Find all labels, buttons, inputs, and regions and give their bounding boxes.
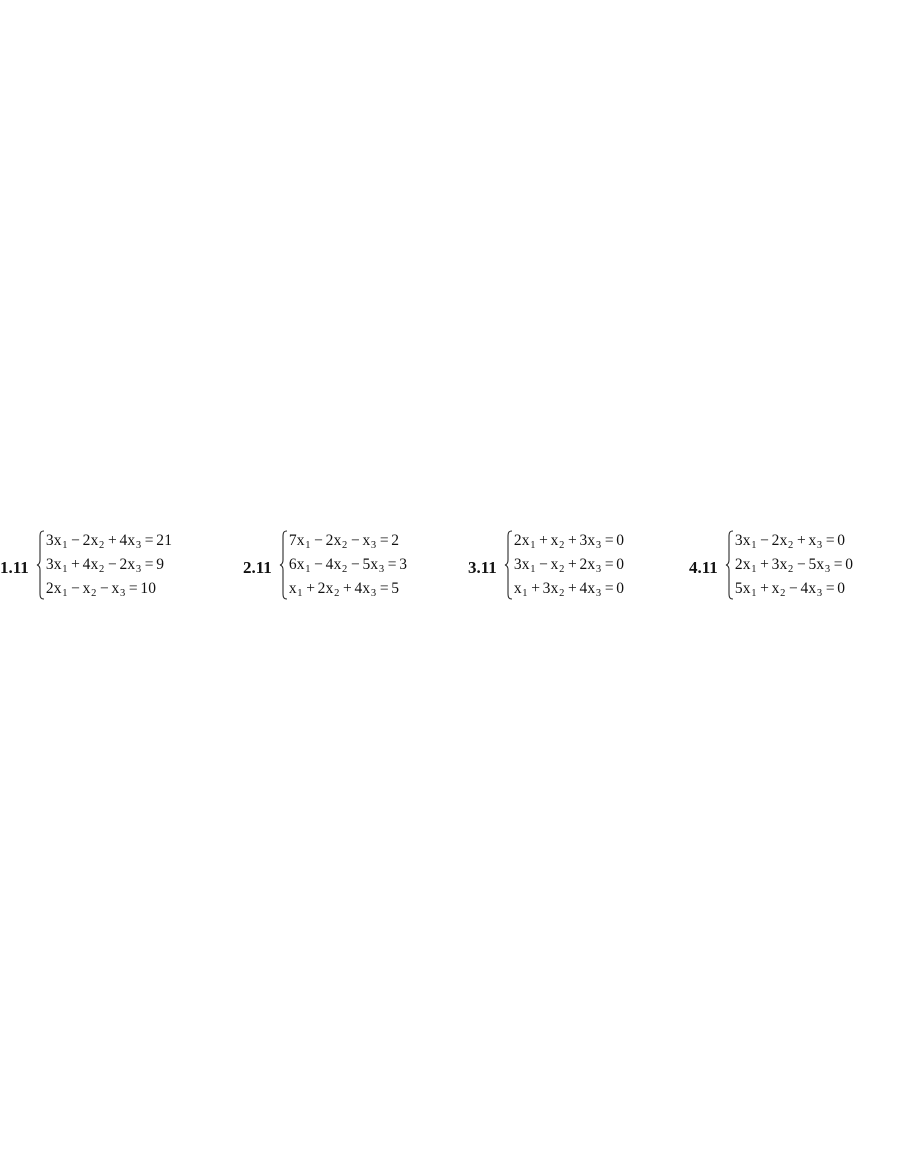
- operator: −: [539, 556, 549, 573]
- term: x: [513, 580, 522, 597]
- term: 9: [156, 556, 165, 573]
- term: 3x: [45, 532, 62, 549]
- left-curly-brace-icon: [279, 530, 288, 602]
- term: 2x: [513, 532, 530, 549]
- problem-2-11: [243, 530, 407, 602]
- variable-subscript: 1: [530, 564, 536, 575]
- operator: −: [314, 532, 324, 549]
- equation-line: [514, 554, 624, 578]
- term: 3x: [542, 580, 559, 597]
- variable-subscript: 2: [788, 564, 794, 575]
- operator: =: [604, 532, 614, 549]
- variable-subscript: 3: [378, 564, 385, 575]
- operator: −: [71, 580, 81, 597]
- term: x: [550, 532, 559, 549]
- operator: +: [539, 532, 549, 549]
- equation-system: [279, 530, 407, 602]
- variable-subscript: 1: [305, 540, 311, 551]
- term: 21: [156, 532, 173, 549]
- variable-subscript: 2: [99, 540, 105, 551]
- operator: −: [350, 532, 360, 549]
- equation-line: [289, 554, 407, 578]
- term: 2x: [82, 532, 99, 549]
- variable-subscript: 2: [780, 588, 786, 599]
- variable-subscript: 2: [788, 540, 794, 551]
- variable-subscript: 3: [370, 588, 377, 599]
- term: 6x: [288, 556, 305, 573]
- variable-subscript: 2: [342, 564, 348, 575]
- variable-subscript: 2: [559, 540, 565, 551]
- operator: −: [350, 556, 360, 573]
- term: 4x: [354, 580, 371, 597]
- variable-subscript: 2: [559, 588, 565, 599]
- equation-line: [514, 530, 624, 554]
- variable-subscript: 3: [370, 540, 377, 551]
- operator: +: [760, 556, 770, 573]
- equation-list: [514, 530, 624, 602]
- variable-subscript: 1: [751, 564, 757, 575]
- variable-subscript: 1: [305, 564, 311, 575]
- variable-subscript: 3: [816, 588, 823, 599]
- term: 0: [837, 532, 846, 549]
- equation-list: [46, 530, 172, 602]
- operator: −: [796, 556, 806, 573]
- operator: =: [833, 556, 843, 573]
- operator: +: [306, 580, 316, 597]
- variable-subscript: 3: [135, 540, 142, 551]
- problem-row: [0, 530, 910, 630]
- term: 3x: [771, 556, 788, 573]
- variable-subscript: 3: [135, 564, 142, 575]
- left-curly-brace-icon: [36, 530, 45, 602]
- operator: =: [825, 532, 835, 549]
- variable-subscript: 1: [522, 588, 528, 599]
- equation-system: [504, 530, 624, 602]
- operator: −: [107, 556, 117, 573]
- variable-subscript: 3: [595, 540, 602, 551]
- problem-label: 1.11: [0, 557, 29, 577]
- operator: −: [760, 532, 770, 549]
- equation-line: [46, 554, 172, 578]
- operator: =: [379, 580, 389, 597]
- operator: +: [568, 580, 577, 597]
- term: 0: [845, 556, 854, 573]
- variable-subscript: 1: [751, 540, 757, 551]
- operator: =: [144, 556, 154, 573]
- term: x: [550, 556, 559, 573]
- equation-system: [725, 530, 853, 602]
- variable-subscript: 3: [824, 564, 831, 575]
- variable-subscript: 1: [62, 540, 68, 551]
- variable-subscript: 1: [62, 564, 68, 575]
- term: 2x: [325, 532, 342, 549]
- variable-subscript: 2: [342, 540, 348, 551]
- variable-subscript: 1: [297, 588, 303, 599]
- left-curly-brace-icon: [504, 530, 513, 602]
- operator: −: [100, 580, 109, 597]
- equation-line: [735, 530, 853, 554]
- operator: =: [387, 556, 397, 573]
- problem-3-11: [468, 530, 624, 602]
- operator: =: [128, 580, 138, 597]
- term: 2x: [734, 556, 751, 573]
- term: 0: [616, 532, 625, 549]
- operator: =: [379, 532, 389, 549]
- equation-line: [289, 578, 407, 602]
- term: x: [288, 580, 297, 597]
- term: 5x: [734, 580, 751, 597]
- variable-subscript: 2: [99, 564, 105, 575]
- term: 10: [140, 580, 157, 597]
- operator: =: [144, 532, 154, 549]
- variable-subscript: 3: [595, 564, 602, 575]
- term: 5: [391, 580, 400, 597]
- term: 3x: [45, 556, 62, 573]
- term: 4x: [800, 580, 817, 597]
- term: 5x: [362, 556, 379, 573]
- term: 3x: [513, 556, 530, 573]
- variable-subscript: 1: [530, 540, 536, 551]
- equation-line: [735, 578, 853, 602]
- problem-1-11: [0, 530, 172, 602]
- variable-subscript: 2: [91, 588, 97, 599]
- variable-subscript: 3: [816, 540, 823, 551]
- term: 0: [616, 556, 625, 573]
- variable-subscript: 3: [119, 588, 126, 599]
- term: 2x: [119, 556, 136, 573]
- variable-subscript: 3: [595, 588, 602, 599]
- variable-subscript: 2: [559, 564, 565, 575]
- equation-system: [36, 530, 172, 602]
- operator: +: [568, 556, 577, 573]
- term: 4x: [325, 556, 342, 573]
- problem-label: 3.11: [468, 557, 497, 577]
- operator: +: [760, 580, 770, 597]
- left-curly-brace-icon: [725, 530, 734, 602]
- operator: −: [789, 580, 798, 597]
- term: 4x: [82, 556, 99, 573]
- problem-label: 4.11: [689, 557, 718, 577]
- variable-subscript: 2: [334, 588, 340, 599]
- operator: =: [825, 580, 835, 597]
- equation-line: [46, 530, 172, 554]
- equation-line: [289, 530, 407, 554]
- term: 3: [399, 556, 408, 573]
- operator: =: [604, 580, 614, 597]
- operator: −: [314, 556, 324, 573]
- operator: −: [71, 532, 81, 549]
- term: 7x: [288, 532, 305, 549]
- term: 4x: [119, 532, 136, 549]
- term: x: [82, 580, 91, 597]
- term: 0: [616, 580, 625, 597]
- operator: +: [107, 532, 117, 549]
- equation-list: [289, 530, 407, 602]
- term: x: [362, 532, 371, 549]
- variable-subscript: 1: [751, 588, 757, 599]
- term: 5x: [808, 556, 825, 573]
- equation-line: [735, 554, 853, 578]
- term: 2x: [579, 556, 596, 573]
- term: 3x: [734, 532, 751, 549]
- operator: +: [531, 580, 541, 597]
- operator: +: [568, 532, 577, 549]
- term: 3x: [579, 532, 596, 549]
- operator: +: [71, 556, 81, 573]
- problem-4-11: [689, 530, 853, 602]
- term: 2x: [317, 580, 334, 597]
- equation-line: [514, 578, 624, 602]
- equation-line: [46, 578, 172, 602]
- variable-subscript: 1: [62, 588, 68, 599]
- equation-list: [735, 530, 853, 602]
- term: x: [808, 532, 817, 549]
- term: x: [111, 580, 120, 597]
- term: 2: [391, 532, 400, 549]
- operator: +: [343, 580, 352, 597]
- term: 4x: [579, 580, 596, 597]
- problem-label: 2.11: [243, 557, 272, 577]
- term: 2x: [771, 532, 788, 549]
- operator: +: [796, 532, 806, 549]
- term: x: [771, 580, 780, 597]
- term: 2x: [45, 580, 62, 597]
- operator: =: [604, 556, 614, 573]
- term: 0: [837, 580, 846, 597]
